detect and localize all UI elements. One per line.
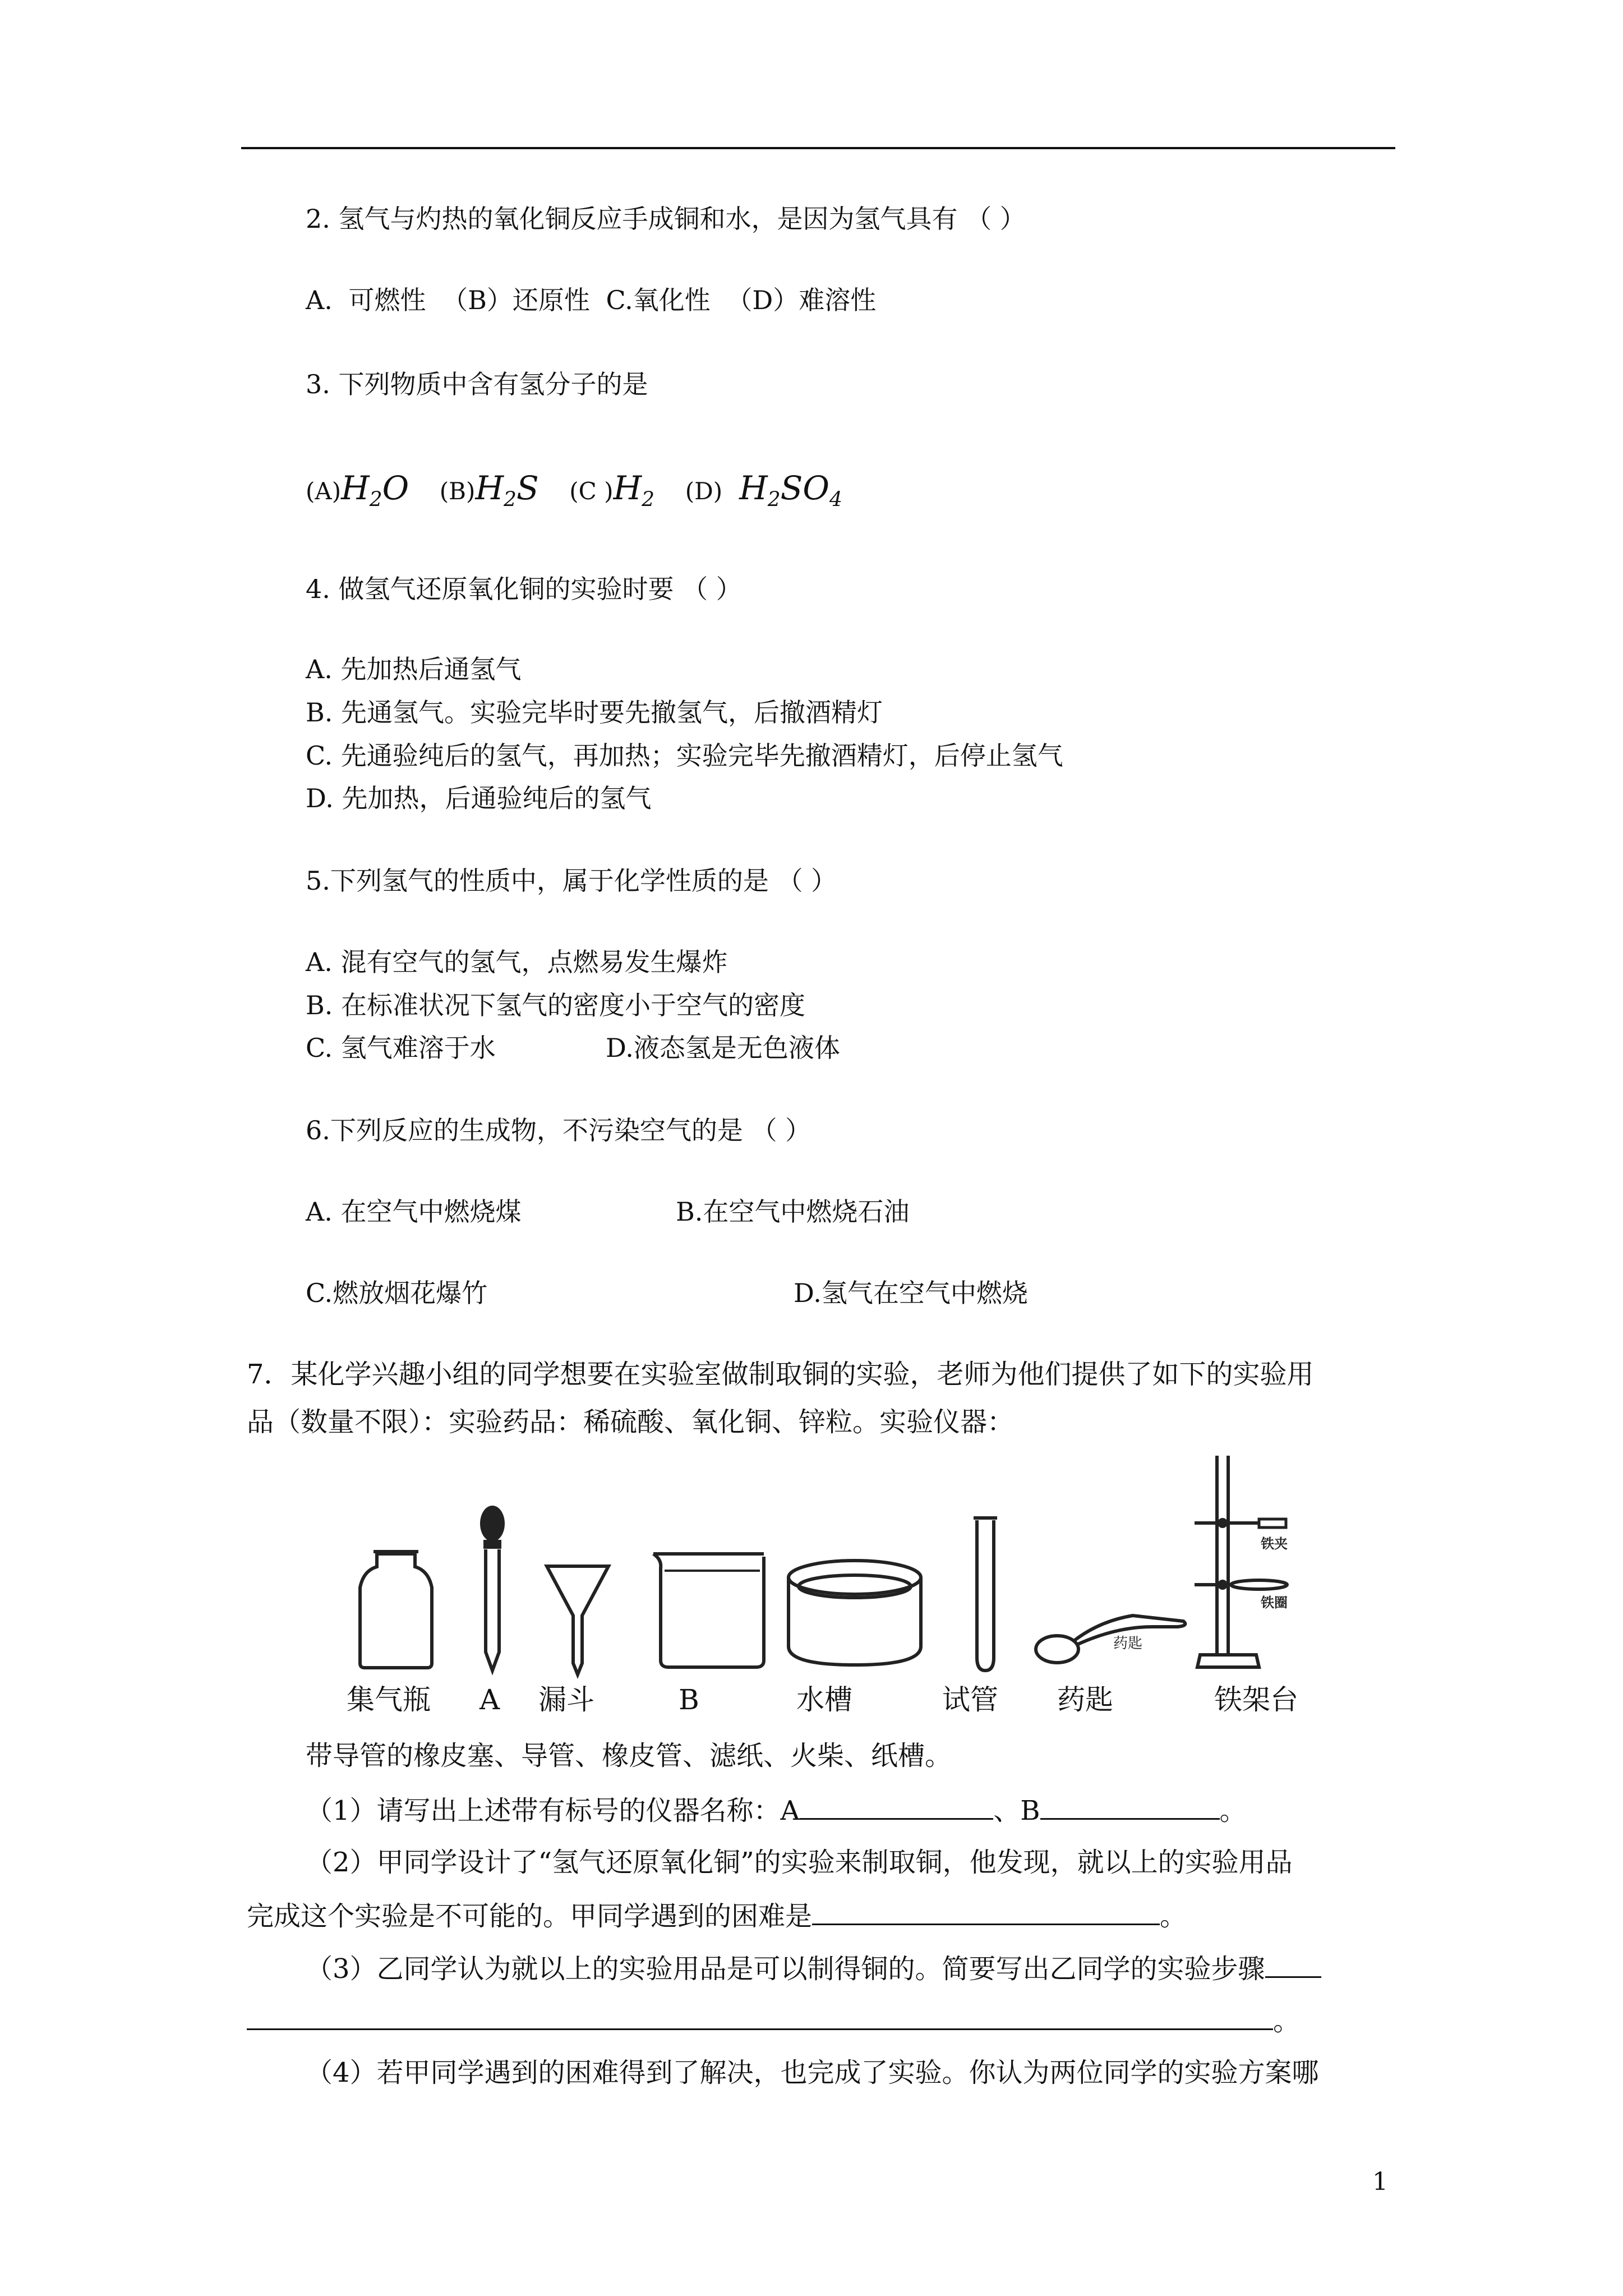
answer-blank-a[interactable]: [800, 1792, 993, 1820]
q6-option-b: B.在空气中燃烧石油: [676, 1197, 910, 1227]
page-number: 1: [1372, 2168, 1388, 2196]
q5-option-b: B. 在标准状况下氢气的密度小于空气的密度: [306, 990, 806, 1020]
q4-option-c: C. 先通验纯后的氢气，再加热；实验完毕先撤酒精灯，后停止氢气: [306, 740, 1063, 771]
q7-part1: （1）请写出上述带有标号的仪器名称：A 、B 。: [306, 1792, 1247, 1828]
q3-option-c: (C )$H_2$: [569, 469, 655, 512]
label-test-tube: 试管: [942, 1683, 998, 1716]
answer-blank-difficulty[interactable]: [812, 1898, 1160, 1925]
q3-option-b: $(B)H_2S$: [439, 469, 539, 512]
ring-label: 铁圈: [1261, 1595, 1288, 1611]
q7-part2-line1: （2）甲同学设计了“氢气还原氧化铜”的实验来制取铜，他发现，就以上的实验用品: [306, 1847, 1293, 1878]
answer-blank-b[interactable]: [1040, 1792, 1220, 1820]
q2-stem: 2. 氢气与灼热的氧化铜反应手成铜和水，是因为氢气具有 （ ）: [306, 204, 1026, 234]
test-tube-icon: [974, 1518, 997, 1671]
q4-option-b: B. 先通氢气。实验完毕时要先撤氢气，后撤酒精灯: [306, 697, 883, 728]
answer-blank-steps-2[interactable]: [247, 2003, 1273, 2030]
q7-intro-line2: 品（数量不限）：实验药品：稀硫酸、氧化铜、锌粒。实验仪器：: [247, 1406, 1015, 1438]
label-gas-bottle: 集气瓶: [347, 1683, 431, 1716]
q7-part4-line1: （4）若甲同学遇到的困难得到了解决，也完成了实验。你认为两位同学的实验方案哪: [306, 2057, 1319, 2088]
q7-extra-items: 带导管的橡皮塞、导管、橡皮管、滤纸、火柴、纸槽。: [306, 1740, 952, 1772]
q3-option-d: (D) $H_2SO_4$: [685, 469, 842, 512]
clamp-label: 铁夹: [1261, 1536, 1288, 1552]
funnel-icon: [547, 1566, 608, 1674]
label-funnel: 漏斗: [538, 1683, 594, 1716]
spoon-icon: [1036, 1616, 1185, 1663]
dropper-icon: [480, 1506, 505, 1671]
q4-option-a: A. 先加热后通氢气: [306, 654, 522, 684]
water-trough-icon: [789, 1561, 921, 1665]
q6-stem: 6.下列反应的生成物，不污染空气的是 （ ）: [306, 1115, 811, 1145]
q6-option-a: A. 在空气中燃烧煤: [306, 1197, 522, 1227]
q4-option-d: D. 先加热，后通验纯后的氢气: [306, 783, 652, 813]
q5-option-d: D.液态氢是无色液体: [606, 1033, 840, 1063]
beaker-icon: [653, 1554, 764, 1667]
q7-intro-line1: 7．某化学兴趣小组的同学想要在实验室做制取铜的实验，老师为他们提供了如下的实验用: [247, 1359, 1314, 1390]
label-water-trough: 水槽: [796, 1683, 852, 1716]
label-spoon: 药匙: [1057, 1683, 1113, 1716]
q7-part3-line1: （3）乙同学认为就以上的实验用品是可以制得铜的。简要写出乙同学的实验步骤: [306, 1950, 1321, 1986]
iron-stand-icon: [1195, 1456, 1288, 1667]
spoon-figure-label: 药匙: [1113, 1635, 1143, 1651]
q7-part3-line2: 。: [247, 2003, 1300, 2038]
label-iron-stand: 铁架台: [1214, 1683, 1298, 1716]
q3-stem: 3. 下列物质中含有氢分子的是: [306, 369, 648, 399]
label-b: B: [679, 1683, 699, 1716]
q2-options: A. 可燃性 （B）还原性 C.氧化性 （D）难溶性: [306, 285, 877, 315]
q6-option-c: C.燃放烟花爆竹: [306, 1278, 488, 1308]
answer-blank-steps-1[interactable]: [1265, 1950, 1321, 1978]
q4-stem: 4. 做氢气还原氧化铜的实验时要 （ ）: [306, 574, 742, 604]
q5-option-c: C. 氢气难溶于水: [306, 1033, 496, 1063]
q7-part2-line2: 完成这个实验是不可能的。甲同学遇到的困难是 。: [247, 1898, 1187, 1933]
q5-stem: 5.下列氢气的性质中，属于化学性质的是 （ ）: [306, 866, 837, 896]
q5-option-a: A. 混有空气的氢气，点燃易发生爆炸: [306, 947, 728, 977]
q6-option-d: D.氢气在空气中燃烧: [794, 1278, 1028, 1308]
q3-option-a: $(A)H_2O$: [306, 469, 409, 512]
label-a: A: [479, 1683, 500, 1716]
gas-bottle-icon: [360, 1552, 432, 1668]
